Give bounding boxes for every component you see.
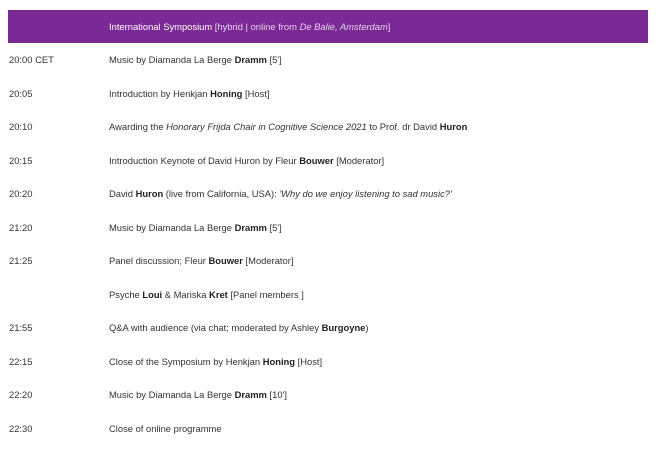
- description-text: Music by Diamanda La Berge: [109, 221, 235, 233]
- schedule-time: 22:20: [9, 389, 33, 400]
- description-text: ): [365, 322, 369, 333]
- description-text: [Panel members ]: [227, 288, 304, 300]
- person-name: Honing: [210, 87, 243, 99]
- description-text: Close of online programme: [109, 422, 222, 434]
- schedule-time: 20:00 CET: [9, 54, 54, 65]
- description-text: (live from California, USA):: [163, 188, 280, 199]
- description-text: [Host]: [295, 355, 323, 367]
- description-text: Close of the Symposium by Henkjan: [109, 355, 263, 367]
- schedule-row: [0, 77, 657, 111]
- description-text: Music by Diamanda La Berge: [109, 54, 235, 65]
- programme-table: [0, 43, 657, 445]
- schedule-row: [0, 412, 657, 446]
- description-text: [5']: [266, 221, 282, 233]
- header-location: De Balie, Amsterdam: [299, 21, 388, 32]
- description-text: & Mariska: [162, 288, 210, 300]
- person-name: Dramm: [234, 221, 267, 233]
- description-text: to Prof. dr David: [366, 121, 440, 132]
- person-name: Dramm: [234, 54, 267, 65]
- schedule-row: [0, 345, 657, 379]
- person-name: Kret: [209, 288, 228, 300]
- schedule-row: [0, 43, 657, 77]
- schedule-row: [0, 378, 657, 412]
- schedule-time: 21:25: [9, 255, 33, 266]
- header-text: [109, 10, 390, 43]
- header-subtitle: [212, 21, 390, 32]
- person-name: Bouwer: [299, 154, 334, 166]
- schedule-description: [109, 177, 452, 211]
- header-sub-pre: [hybrid | online from: [212, 21, 300, 32]
- italic-text: 'Why do we enjoy listening to sad music?': [279, 188, 452, 199]
- italic-text: Honorary Frijda Chair in Cognitive Science 2021: [166, 121, 367, 132]
- person-name: Huron: [135, 188, 164, 199]
- description-text: [Moderator]: [333, 154, 385, 166]
- description-text: Music by Diamanda La Berge: [109, 389, 235, 400]
- schedule-row: [0, 177, 657, 211]
- description-text: Introduction Keynote of David Huron by Fleur: [109, 154, 300, 166]
- schedule-description: [109, 77, 270, 111]
- schedule-description: [109, 378, 287, 412]
- description-text: Awarding the: [109, 121, 167, 132]
- description-text: [Host]: [242, 87, 270, 99]
- person-name: Huron: [439, 121, 468, 132]
- programme-header: [8, 10, 648, 43]
- description-text: [5']: [266, 54, 282, 65]
- schedule-description: [109, 278, 304, 312]
- schedule-description: [109, 244, 293, 278]
- schedule-time: 22:30: [9, 422, 33, 434]
- schedule-description: [109, 144, 384, 178]
- schedule-description: [109, 412, 222, 446]
- description-text: Panel discussion; Fleur: [109, 255, 209, 266]
- schedule-time: 20:10: [9, 121, 33, 132]
- person-name: Bouwer: [208, 255, 243, 266]
- header-sub-post: ]: [387, 21, 391, 32]
- schedule-description: [109, 211, 282, 245]
- schedule-time: 20:05: [9, 87, 33, 99]
- schedule-row: [0, 244, 657, 278]
- schedule-time: 21:55: [9, 322, 33, 333]
- header-title: International Symposium: [109, 21, 213, 32]
- schedule-description: [109, 110, 467, 144]
- person-name: Honing: [262, 355, 296, 367]
- schedule-time: 20:20: [9, 188, 33, 199]
- schedule-row: [0, 110, 657, 144]
- schedule-description: [109, 311, 369, 345]
- schedule-description: [109, 345, 322, 379]
- description-text: Q&A with audience (via chat; moderated by Ashley: [109, 322, 322, 333]
- description-text: David: [109, 188, 136, 199]
- description-text: Introduction by Henkjan: [109, 87, 211, 99]
- description-text: Psyche: [109, 288, 143, 300]
- schedule-row: [0, 278, 657, 312]
- schedule-time: 21:20: [9, 221, 33, 233]
- description-text: [Moderator]: [242, 255, 294, 266]
- schedule-row: [0, 144, 657, 178]
- schedule-row: [0, 211, 657, 245]
- person-name: Loui: [142, 288, 163, 300]
- schedule-row: [0, 311, 657, 345]
- schedule-description: [109, 43, 282, 77]
- schedule-time: 22:15: [9, 355, 33, 367]
- person-name: Burgoyne: [321, 322, 366, 333]
- person-name: Dramm: [234, 389, 267, 400]
- schedule-time: 20:15: [9, 154, 33, 166]
- description-text: [10']: [266, 389, 287, 400]
